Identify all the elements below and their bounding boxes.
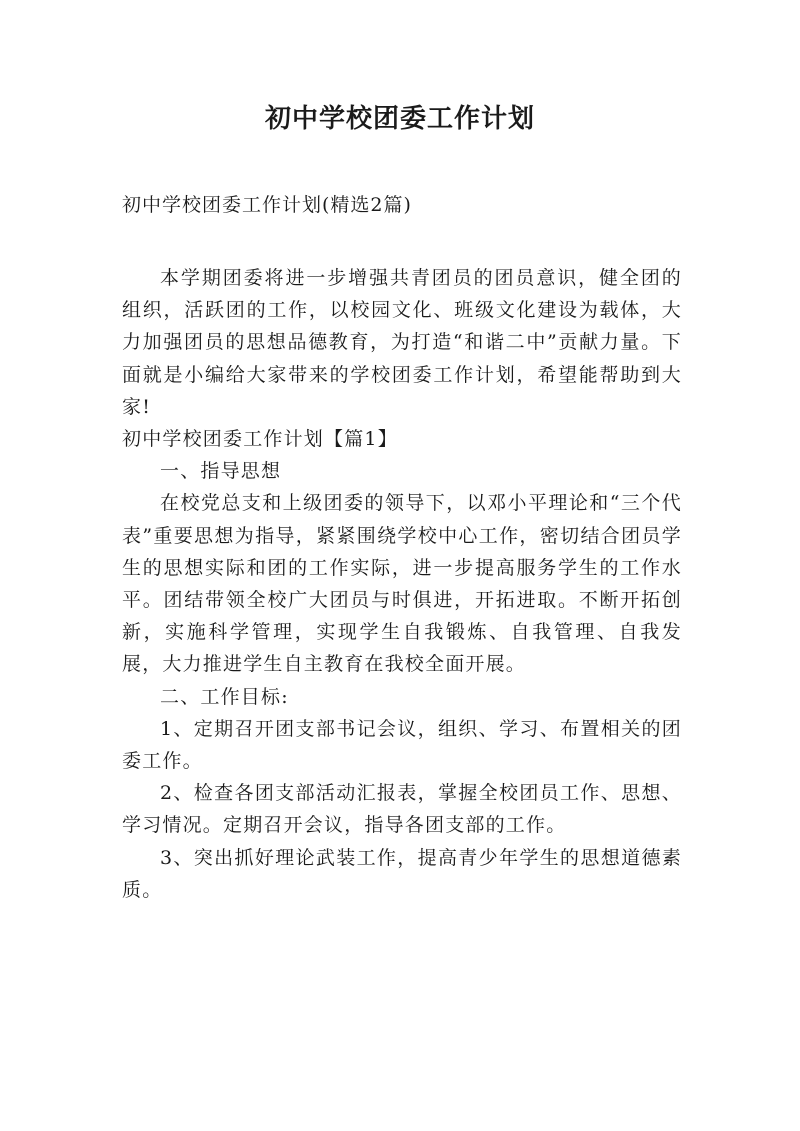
section-heading-guiding-ideology: 一、指导思想 — [160, 460, 282, 483]
goal-item-3: 3、突出抓好理论武装工作，提高青少年学生的思想道德素质。 — [122, 846, 682, 901]
document-subtitle: 初中学校团委工作计划(精选2篇) — [122, 194, 412, 216]
document-body — [122, 262, 682, 906]
section-heading-work-goals: 二、工作目标: — [160, 685, 289, 708]
guiding-ideology-paragraph: 在校党总支和上级团委的领导下，以邓小平理论和“三个代表”重要思想为指导，紧紧围绕学校中心工作，密切结合团员学生的思想实际和团的工作实际，进一步提高服务学生的工作水平。团结带领全校广大团员与时俱进，开拓进取。不断开拓创新，实施科学管理，实现学生自我锻炼、自我管理、自我发展，大力推进学生自主教育在我校全面开展。 — [122, 492, 682, 676]
goal-item-2: 2、检查各团支部活动汇报表，掌握全校团员工作、思想、学习情况。定期召开会议，指导各团支部的工作。 — [122, 782, 682, 837]
part-heading: 初中学校团委工作计划【篇1】 — [122, 428, 398, 451]
goal-item-1: 1、定期召开团支部书记会议，组织、学习、布置相关的团委工作。 — [122, 717, 682, 773]
intro-paragraph: 本学期团委将进一步增强共青团员的团员意识，健全团的组织，活跃团的工作，以校园文化、班级文化建设为载体，大力加强团员的思想品德教育，为打造“和谐二中”贡献力量。下面就是小编给大家带来的学校团委工作计划，希望能帮助到大家! — [122, 267, 682, 418]
document-title: 初中学校团委工作计划 — [264, 104, 535, 134]
